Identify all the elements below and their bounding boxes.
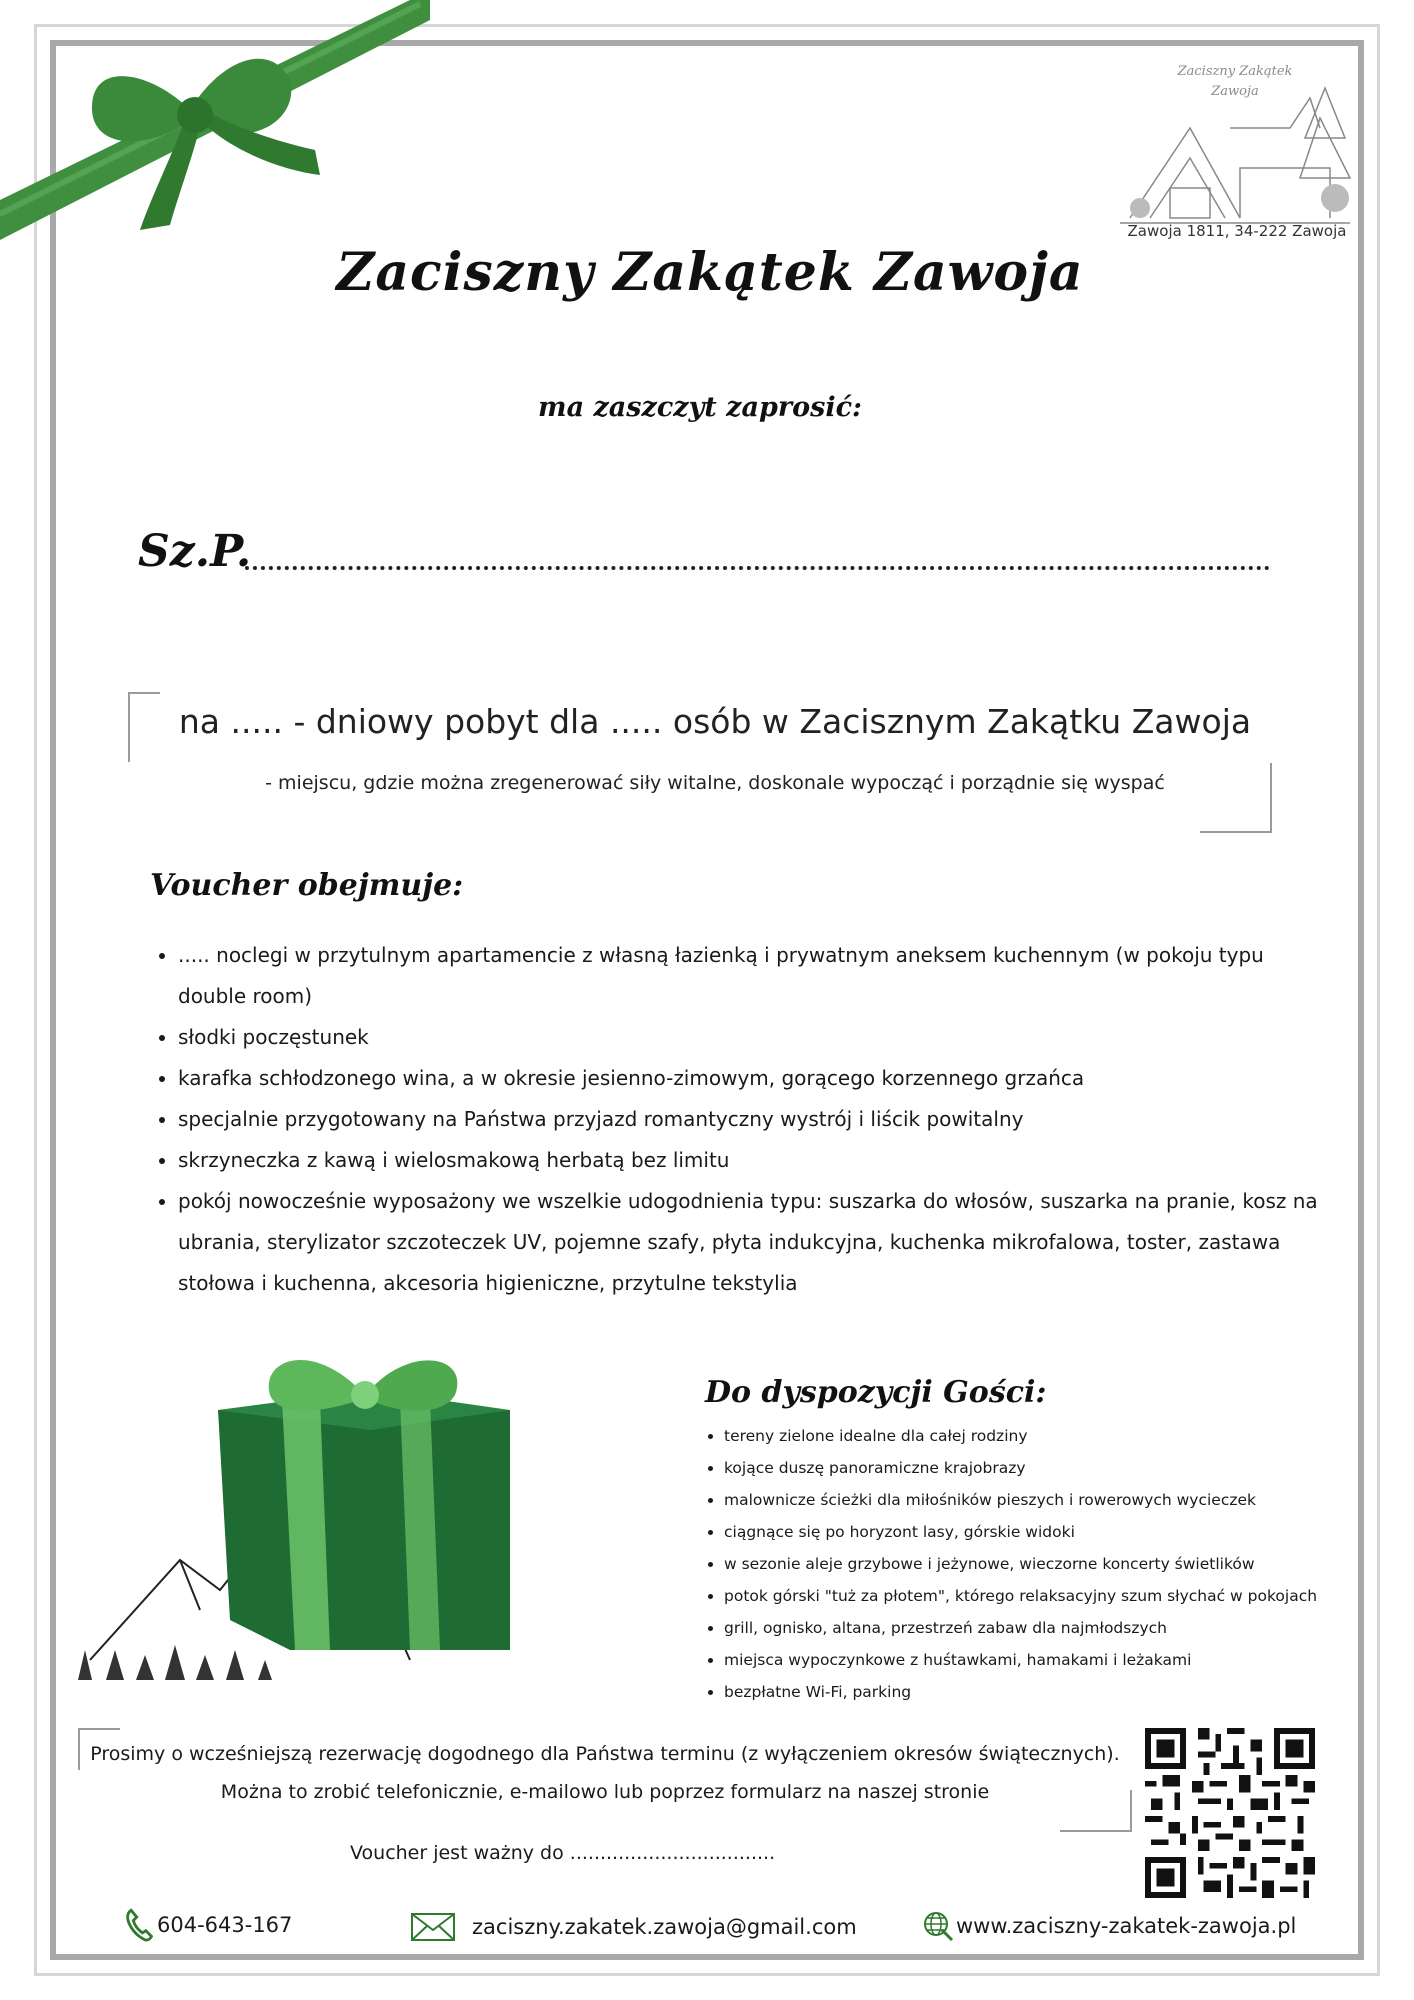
list-item: • specjalnie przygotowany na Państwa przyjazd romantyczny wystrój i liścik powitalny bbox=[178, 1099, 1318, 1140]
voucher-list bbox=[148, 935, 1318, 1304]
logo-address: Zawoja 1811, 34-222 Zawoja bbox=[1127, 222, 1347, 240]
list-item: • karafka schłodzonego wina, a w okresie jesienno-zimowym, gorącego korzennego grzańca bbox=[178, 1058, 1318, 1099]
list-item: • malownicze ścieżki dla miłośników pieszych i rowerowych wycieczek bbox=[724, 1484, 1364, 1516]
footer-website[interactable] bbox=[922, 1910, 1296, 1942]
email-address: zaciszny.zakatek.zawoja@gmail.com bbox=[472, 1915, 857, 1939]
list-item: • bezpłatne Wi-Fi, parking bbox=[724, 1676, 1364, 1708]
list-item: • pokój nowocześnie wyposażony we wszelkie udogodnienia typu: suszarka do włosów, suszarka na pranie, kosz na ubrania, sterylizator szczoteczek UV, pojemne szafy, płyta indukcyjna, kuchenka mikrofalowa, toster, zastawa stołowa i kuchenna, akcesoria higieniczne, przytulne tekstylia bbox=[178, 1181, 1318, 1304]
tagline: - miejscu, gdzie można zregenerować siły witalne, doskonale wypocząć i porządnie się wyspać bbox=[265, 772, 1165, 794]
gift-box-icon bbox=[70, 1350, 550, 1680]
recipient-field-line bbox=[245, 566, 1270, 570]
qr-code[interactable] bbox=[1145, 1728, 1315, 1898]
page-title: Zaciszny Zakątek Zawoja bbox=[336, 242, 1084, 303]
stay-description: na ..... - dniowy pobyt dla ..... osób w Zacisznym Zakątku Zawoja bbox=[178, 702, 1252, 741]
footer-email[interactable] bbox=[410, 1912, 857, 1942]
ribbon-bow-icon bbox=[0, 0, 440, 270]
list-item: • tereny zielone idealne dla całej rodziny bbox=[724, 1420, 1364, 1452]
invitation-text: ma zaszczyt zaprosić: bbox=[538, 392, 862, 423]
voucher-heading: Voucher obejmuje: bbox=[150, 868, 464, 903]
reservation-note bbox=[85, 1735, 1125, 1811]
list-item: • kojące duszę panoramiczne krajobrazy bbox=[724, 1452, 1364, 1484]
phone-icon bbox=[125, 1908, 153, 1942]
list-item: • ..... noclegi w przytulnym apartamencie z własną łazienką i prywatnym aneksem kuchennym (w pokoju typu double room) bbox=[178, 935, 1318, 1017]
phone-number: 604-643-167 bbox=[157, 1913, 293, 1937]
guests-heading: Do dyspozycji Gości: bbox=[705, 1375, 1047, 1410]
globe-icon bbox=[922, 1910, 954, 1942]
valid-until: Voucher jest ważny do .................................. bbox=[350, 1842, 776, 1864]
list-item: • grill, ognisko, altana, przestrzeń zabaw dla najmłodszych bbox=[724, 1612, 1364, 1644]
list-item: • ciągnące się po horyzont lasy, górskie widoki bbox=[724, 1516, 1364, 1548]
logo-name-line2: Zawoja bbox=[1211, 84, 1259, 99]
list-item: • potok górski "tuż za płotem", którego relaksacyjny szum słychać w pokojach bbox=[724, 1580, 1364, 1612]
list-item: • miejsca wypoczynkowe z huśtawkami, hamakami i leżakami bbox=[724, 1644, 1364, 1676]
list-item: • skrzyneczka z kawą i wielosmakową herbatą bez limitu bbox=[178, 1140, 1318, 1181]
reservation-note-line1: Prosimy o wcześniejszą rezerwację dogodnego dla Państwa terminu (z wyłączeniem okresów świątecznych). bbox=[90, 1743, 1120, 1765]
reservation-note-line2: Można to zrobić telefonicznie, e-mailowo lub poprzez formularz na naszej stronie bbox=[220, 1781, 990, 1803]
list-item: • słodki poczęstunek bbox=[178, 1017, 1318, 1058]
guests-list bbox=[700, 1420, 1364, 1708]
logo-name-line1: Zaciszny Zakątek bbox=[1177, 64, 1293, 79]
recipient-prefix: Sz.P. bbox=[138, 526, 252, 577]
website-url: www.zaciszny-zakatek-zawoja.pl bbox=[956, 1914, 1297, 1938]
envelope-icon bbox=[410, 1912, 456, 1942]
list-item: • w sezonie aleje grzybowe i jeżynowe, wieczorne koncerty świetlików bbox=[724, 1548, 1364, 1580]
logo-name bbox=[1110, 62, 1360, 102]
footer-phone[interactable] bbox=[125, 1908, 292, 1942]
corner-top-left bbox=[128, 692, 160, 762]
